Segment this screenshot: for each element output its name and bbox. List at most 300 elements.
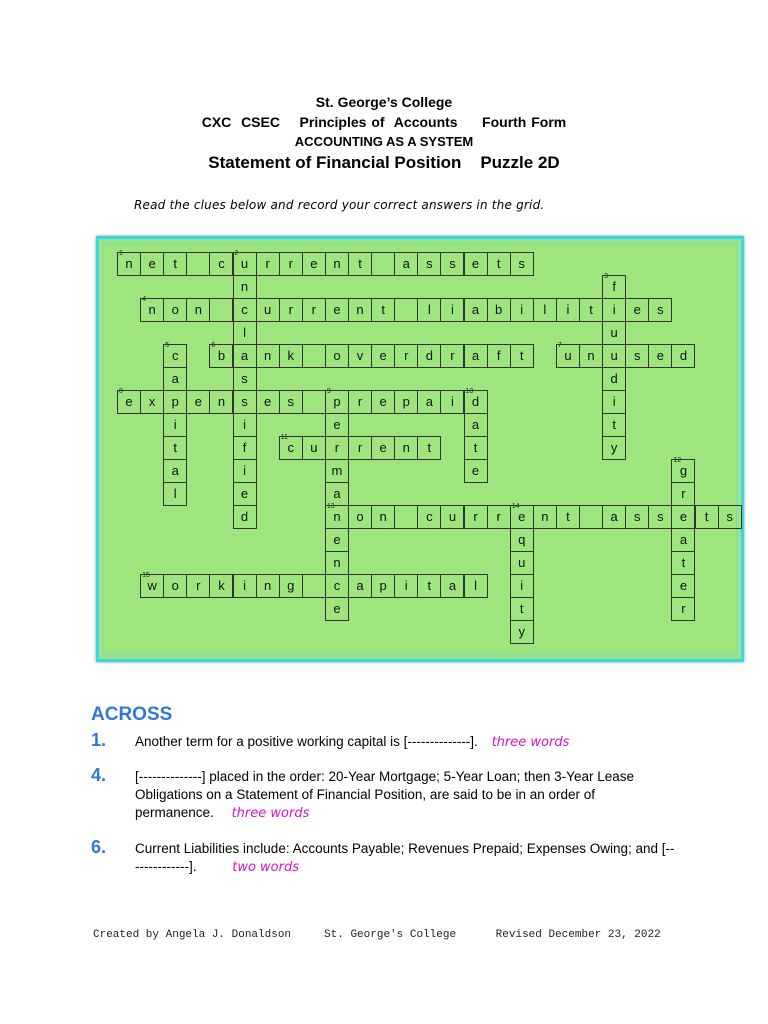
cell-letter: a xyxy=(402,256,410,271)
cell-letter: s xyxy=(241,371,248,386)
grid-cell[interactable] xyxy=(464,390,488,414)
grid-cell[interactable] xyxy=(233,505,257,529)
cell-letter: s xyxy=(241,394,248,409)
grid-cell[interactable] xyxy=(464,344,488,368)
cell-letter: a xyxy=(171,371,179,386)
grid-cell[interactable] xyxy=(464,413,488,437)
grid-cell[interactable] xyxy=(671,528,695,552)
clue-number-marker: 14 xyxy=(511,503,520,510)
cell-letter: e xyxy=(264,394,272,409)
grid-cell[interactable] xyxy=(625,344,649,368)
grid-cell[interactable] xyxy=(648,298,672,322)
grid-cell[interactable] xyxy=(533,505,557,529)
cell-letter: y xyxy=(518,624,525,639)
course-line: CXC CSEC Principles of Accounts Fourth Form xyxy=(201,114,567,130)
grid-cell[interactable] xyxy=(510,344,534,368)
grid-cell[interactable] xyxy=(417,252,441,276)
grid-cell[interactable] xyxy=(648,505,672,529)
cell-letter: o xyxy=(171,578,179,593)
cell-letter: e xyxy=(125,394,133,409)
cell-letter: i xyxy=(612,394,616,409)
cell-letter: r xyxy=(196,578,201,593)
cell-letter: d xyxy=(240,509,249,524)
clue-number: 1. xyxy=(91,730,107,750)
cell-letter: n xyxy=(264,578,272,593)
cell-letter: u xyxy=(264,302,272,317)
grid-cell[interactable] xyxy=(186,298,210,322)
cell-letter: a xyxy=(171,463,179,478)
grid-cell[interactable] xyxy=(279,298,303,322)
cell-letter: i xyxy=(243,417,246,432)
cell-letter: u xyxy=(240,256,249,271)
grid-cell[interactable] xyxy=(279,344,303,368)
grid-cell[interactable] xyxy=(256,390,280,414)
grid-cell[interactable] xyxy=(533,298,557,322)
cell-letter: s xyxy=(633,509,641,524)
grid-cell[interactable] xyxy=(233,344,257,368)
cell-letter: g xyxy=(679,463,688,478)
cell-letter: e xyxy=(379,394,387,409)
cell-letter: n xyxy=(333,555,341,570)
cell-letter: e xyxy=(633,302,641,317)
cell-letter: i xyxy=(243,578,246,593)
grid-cell[interactable] xyxy=(394,252,418,276)
grid-cell[interactable] xyxy=(440,574,464,598)
cell-letter: e xyxy=(333,532,341,547)
grid-cell[interactable] xyxy=(140,252,164,276)
cell-letter: t xyxy=(496,256,501,271)
grid-cell[interactable] xyxy=(371,436,395,460)
cell-letter: s xyxy=(287,394,294,409)
grid-cell[interactable] xyxy=(325,459,349,483)
grid-cell[interactable] xyxy=(394,390,418,414)
cell-letter: e xyxy=(333,417,341,432)
clue-number-marker: 15 xyxy=(142,572,150,579)
grid-cell[interactable] xyxy=(671,574,695,598)
grid-cell[interactable] xyxy=(602,505,626,529)
grid-cell[interactable] xyxy=(671,551,695,575)
grid-cell[interactable] xyxy=(233,275,257,299)
grid-cell[interactable] xyxy=(487,344,511,368)
grid-cell[interactable] xyxy=(579,298,603,322)
grid-cell[interactable] xyxy=(695,505,719,529)
grid-cell[interactable] xyxy=(348,436,372,460)
grid-cell[interactable] xyxy=(256,344,280,368)
cell-letter: e xyxy=(518,509,526,524)
grid-cell[interactable] xyxy=(233,574,257,598)
grid-cell[interactable] xyxy=(487,252,511,276)
cell-letter: e xyxy=(333,302,341,317)
grid-cell[interactable] xyxy=(371,252,395,276)
grid-cell[interactable] xyxy=(417,574,441,598)
cell-letter: e xyxy=(379,348,387,363)
grid-cell[interactable] xyxy=(602,390,626,414)
grid-cell[interactable] xyxy=(602,344,626,368)
grid-cell[interactable] xyxy=(556,505,580,529)
cell-letter: o xyxy=(356,509,364,524)
cell-letter: q xyxy=(518,532,526,547)
grid-cell[interactable] xyxy=(487,298,511,322)
grid-cell[interactable] xyxy=(256,574,280,598)
cell-letter: x xyxy=(148,394,156,409)
grid-cell[interactable] xyxy=(348,574,372,598)
clue-body: [--------------] placed in the order: 20-Year Mortgage; 5-Year Loan; then 3-Year Lease Obligations on a Statement of Financial Position, are said to be in an order of permanence. xyxy=(135,769,634,820)
grid-cell[interactable] xyxy=(602,436,626,460)
cell-letter: i xyxy=(520,578,524,593)
cell-letter: a xyxy=(356,578,364,593)
cell-letter: u xyxy=(610,325,618,340)
grid-cell[interactable] xyxy=(325,436,349,460)
clue-number-marker: 8 xyxy=(119,388,123,395)
grid-cell[interactable] xyxy=(302,344,326,368)
grid-cell[interactable] xyxy=(464,252,488,276)
clue-number-marker: 12 xyxy=(673,457,682,464)
grid-cell[interactable] xyxy=(325,574,349,598)
grid-cell[interactable] xyxy=(163,482,187,506)
cell-letter: t xyxy=(519,601,524,616)
cell-letter: u xyxy=(564,348,572,363)
grid-cell[interactable] xyxy=(325,252,349,276)
cell-letter: l xyxy=(474,578,477,593)
grid-cell[interactable] xyxy=(464,459,488,483)
grid-cell[interactable] xyxy=(602,413,626,437)
grid-cell[interactable] xyxy=(279,252,303,276)
grid-cell[interactable] xyxy=(233,367,257,391)
grid-cell[interactable] xyxy=(487,505,511,529)
cell-letter: n xyxy=(333,509,341,524)
grid-cell[interactable] xyxy=(325,482,349,506)
grid-cell[interactable] xyxy=(233,321,257,345)
grid-cell[interactable] xyxy=(117,390,141,414)
grid-cell[interactable] xyxy=(163,390,187,414)
grid-cell[interactable] xyxy=(718,505,742,529)
grid-cell[interactable] xyxy=(209,298,233,322)
grid-cell[interactable] xyxy=(579,505,603,529)
clue-number-marker: 4 xyxy=(142,296,146,303)
grid-cell[interactable] xyxy=(140,390,164,414)
grid-cell[interactable] xyxy=(256,252,280,276)
grid-cell[interactable] xyxy=(371,574,395,598)
cell-letter: l xyxy=(543,302,547,317)
grid-cell[interactable] xyxy=(440,344,464,368)
cell-letter: e xyxy=(240,486,249,501)
grid-cell[interactable] xyxy=(371,505,395,529)
cell-letter: t xyxy=(681,555,686,570)
grid-cell[interactable] xyxy=(440,390,464,414)
grid-cell[interactable] xyxy=(256,298,280,322)
cell-letter: e xyxy=(656,348,664,363)
cell-letter: y xyxy=(610,440,618,455)
cell-letter: s xyxy=(657,509,664,524)
grid-cell[interactable] xyxy=(394,436,418,460)
instructions: Read the clues below and record your correct answers in the grid. xyxy=(134,198,545,212)
cell-letter: d xyxy=(425,348,433,363)
grid-cell[interactable] xyxy=(394,505,418,529)
cell-letter: t xyxy=(612,417,616,432)
grid-cell[interactable] xyxy=(117,252,141,276)
grid-cell[interactable] xyxy=(602,275,626,299)
grid-cell[interactable] xyxy=(163,436,187,460)
grid-cell[interactable] xyxy=(579,344,603,368)
cell-letter: r xyxy=(265,256,270,271)
grid-cell[interactable] xyxy=(186,390,210,414)
grid-cell[interactable] xyxy=(302,298,326,322)
clue-hint: three words xyxy=(231,806,310,821)
cell-letter: f xyxy=(612,279,616,294)
clue-number-marker: 10 xyxy=(465,388,474,395)
grid-cell[interactable] xyxy=(209,344,233,368)
cell-letter: d xyxy=(471,394,480,409)
cell-letter: w xyxy=(147,578,157,593)
clue-number-marker: 2 xyxy=(234,250,239,257)
cell-letter: e xyxy=(679,509,688,524)
clue-number-marker: 9 xyxy=(326,388,331,395)
grid-cell[interactable] xyxy=(348,298,372,322)
cell-letter: t xyxy=(358,256,362,271)
grid-cell[interactable] xyxy=(348,505,372,529)
grid-cell[interactable] xyxy=(510,574,534,598)
cell-letter: t xyxy=(173,440,178,455)
cell-letter: e xyxy=(148,256,156,271)
cell-letter: c xyxy=(241,302,248,317)
footer: Created by Angela J. Donaldson St. George's College Revised December 23, 2022 xyxy=(93,929,661,941)
grid-cell[interactable] xyxy=(671,459,695,483)
cell-letter: d xyxy=(679,348,688,363)
grid-cell[interactable] xyxy=(671,344,695,368)
grid-cell[interactable] xyxy=(394,298,418,322)
cell-letter: e xyxy=(194,394,202,409)
grid-cell[interactable] xyxy=(325,597,349,621)
grid-cell[interactable] xyxy=(371,298,395,322)
cell-letter: p xyxy=(402,394,410,409)
grid-cell[interactable] xyxy=(233,252,257,276)
cell-letter: e xyxy=(379,440,387,455)
grid-cell[interactable] xyxy=(302,252,326,276)
grid-cell[interactable] xyxy=(302,436,326,460)
clue-number-marker: 7 xyxy=(557,342,562,349)
cell-letter: n xyxy=(194,302,202,317)
grid-cell[interactable] xyxy=(325,505,349,529)
grid-cell[interactable] xyxy=(233,436,257,460)
grid-cell[interactable] xyxy=(279,436,303,460)
grid-cell[interactable] xyxy=(233,390,257,414)
cell-letter: i xyxy=(566,302,570,317)
grid-cell[interactable] xyxy=(233,459,257,483)
cell-letter: c xyxy=(333,578,341,593)
grid-cell[interactable] xyxy=(325,413,349,437)
cell-letter: n xyxy=(587,348,595,363)
grid-cell[interactable] xyxy=(163,459,187,483)
cell-letter: c xyxy=(218,256,225,271)
cell-letter: a xyxy=(240,348,249,363)
cell-letter: a xyxy=(610,509,618,524)
cell-letter: g xyxy=(287,578,295,593)
grid-cell[interactable] xyxy=(417,298,441,322)
cell-letter: e xyxy=(679,578,688,593)
grid-cell[interactable] xyxy=(510,252,534,276)
cell-letter: v xyxy=(356,348,364,363)
cell-letter: c xyxy=(287,440,294,455)
grid-cell[interactable] xyxy=(417,436,441,460)
grid-cell[interactable] xyxy=(348,344,372,368)
grid-cell[interactable] xyxy=(325,298,349,322)
cell-letter: u xyxy=(310,440,318,455)
grid-cell[interactable] xyxy=(233,482,257,506)
cell-letter: i xyxy=(243,463,246,478)
grid-cell[interactable] xyxy=(163,574,187,598)
cell-letter: n xyxy=(379,509,387,524)
cell-letter: l xyxy=(427,302,431,317)
cell-letter: e xyxy=(310,256,318,271)
cell-letter: t xyxy=(704,509,709,524)
cell-letter: s xyxy=(518,256,525,271)
grid-cell[interactable] xyxy=(209,252,233,276)
grid-cell[interactable] xyxy=(325,390,349,414)
cell-letter: d xyxy=(610,371,618,386)
cell-letter: c xyxy=(426,509,433,524)
grid-cell[interactable] xyxy=(464,574,488,598)
cell-letter: u xyxy=(448,509,457,524)
cell-letter: u xyxy=(518,555,526,570)
puzzle-title: Statement of Financial Position Puzzle 2D xyxy=(208,153,560,172)
grid-cell[interactable] xyxy=(602,367,626,391)
grid-cell[interactable] xyxy=(671,597,695,621)
cell-letter: s xyxy=(449,256,456,271)
grid-cell[interactable] xyxy=(348,252,372,276)
clue-text xyxy=(135,840,675,877)
school-name: St. George’s College xyxy=(315,94,453,110)
cell-letter: f xyxy=(242,440,247,455)
grid-cell[interactable] xyxy=(348,390,372,414)
grid-cell[interactable] xyxy=(163,298,187,322)
grid-cell[interactable] xyxy=(510,528,534,552)
cell-letter: m xyxy=(331,463,343,478)
clue-number-marker: 3 xyxy=(604,273,608,280)
grid-cell[interactable] xyxy=(302,390,326,414)
grid-cell[interactable] xyxy=(394,344,418,368)
grid-cell[interactable] xyxy=(417,505,441,529)
cell-letter: s xyxy=(426,256,433,271)
grid-cell[interactable] xyxy=(186,574,210,598)
grid-cell[interactable] xyxy=(186,252,210,276)
clue-number-marker: 13 xyxy=(326,503,335,510)
grid-cell[interactable] xyxy=(325,551,349,575)
cell-letter: n xyxy=(148,302,156,317)
cell-letter: r xyxy=(311,302,317,317)
grid-cell[interactable] xyxy=(648,344,672,368)
grid-cell[interactable] xyxy=(325,344,349,368)
grid-cell[interactable] xyxy=(163,413,187,437)
grid-cell[interactable] xyxy=(279,390,303,414)
cell-letter: p xyxy=(379,578,387,593)
grid-cell[interactable] xyxy=(209,390,233,414)
grid-cell[interactable] xyxy=(163,367,187,391)
grid-cell[interactable] xyxy=(464,298,488,322)
grid-cell[interactable] xyxy=(302,574,326,598)
cell-letter: a xyxy=(471,417,480,432)
clue-number: 4. xyxy=(91,765,107,785)
cell-letter: r xyxy=(450,348,455,363)
cell-letter: r xyxy=(357,394,363,409)
grid-cell[interactable] xyxy=(510,620,534,644)
cell-letter: a xyxy=(471,348,480,363)
grid-cell[interactable] xyxy=(163,252,187,276)
cell-letter: n xyxy=(356,302,364,317)
cell-letter: t xyxy=(519,348,524,363)
grid-cell[interactable] xyxy=(417,390,441,414)
cell-letter: e xyxy=(471,463,480,478)
grid-cell[interactable] xyxy=(671,505,695,529)
cell-letter: n xyxy=(217,394,226,409)
grid-cell[interactable] xyxy=(556,344,580,368)
grid-cell[interactable] xyxy=(140,574,164,598)
clue-number-marker: 5 xyxy=(165,342,170,349)
grid-cell[interactable] xyxy=(464,505,488,529)
grid-cell[interactable] xyxy=(394,574,418,598)
cell-letter: n xyxy=(402,440,410,455)
grid-cell[interactable] xyxy=(440,505,464,529)
grid-cell[interactable] xyxy=(371,390,395,414)
cell-letter: a xyxy=(679,532,688,547)
cell-letter: n xyxy=(541,509,549,524)
cell-letter: s xyxy=(633,348,641,363)
grid-cell[interactable] xyxy=(279,574,303,598)
grid-cell[interactable] xyxy=(417,344,441,368)
cell-letter: r xyxy=(473,509,478,524)
cell-letter: n xyxy=(125,256,133,271)
grid-cell[interactable] xyxy=(510,505,534,529)
grid-cell[interactable] xyxy=(163,344,187,368)
cell-letter: s xyxy=(726,509,733,524)
grid-cell[interactable] xyxy=(510,551,534,575)
grid-cell[interactable] xyxy=(602,321,626,345)
cell-letter: p xyxy=(333,394,341,409)
grid-cell[interactable] xyxy=(464,436,488,460)
grid-cell[interactable] xyxy=(625,298,649,322)
cell-letter: l xyxy=(173,486,177,501)
grid-cell[interactable] xyxy=(440,298,464,322)
grid-cell[interactable] xyxy=(233,298,257,322)
cell-letter: k xyxy=(287,348,294,363)
cell-letter: r xyxy=(496,509,501,524)
grid-cell[interactable] xyxy=(510,597,534,621)
grid-cell[interactable] xyxy=(140,298,164,322)
cell-letter: u xyxy=(610,348,618,363)
grid-cell[interactable] xyxy=(371,344,395,368)
across-heading: ACROSS xyxy=(91,704,173,725)
cell-letter: t xyxy=(589,302,593,317)
grid-cell[interactable] xyxy=(209,574,233,598)
cell-letter: a xyxy=(471,302,480,317)
grid-cell[interactable] xyxy=(556,298,580,322)
clue-number-marker: 6 xyxy=(211,342,216,349)
cell-letter: p xyxy=(171,394,179,409)
grid-cell[interactable] xyxy=(510,298,534,322)
grid-cell[interactable] xyxy=(602,298,626,322)
cell-letter: k xyxy=(218,578,225,593)
cell-letter: i xyxy=(612,302,616,317)
grid-cell[interactable] xyxy=(233,413,257,437)
clue-body: Current Liabilities include: Accounts Payable; Revenues Prepaid; Expenses Owing; and [--------------]. xyxy=(135,841,675,874)
crossword-grid xyxy=(96,236,744,662)
cell-letter: s xyxy=(657,302,664,317)
grid-cell[interactable] xyxy=(625,505,649,529)
clue-body: Another term for a positive working capital is [--------------]. xyxy=(135,734,478,749)
grid-cell[interactable] xyxy=(671,482,695,506)
grid-cell[interactable] xyxy=(325,528,349,552)
grid-cell[interactable] xyxy=(440,252,464,276)
cell-letter: e xyxy=(471,256,480,271)
